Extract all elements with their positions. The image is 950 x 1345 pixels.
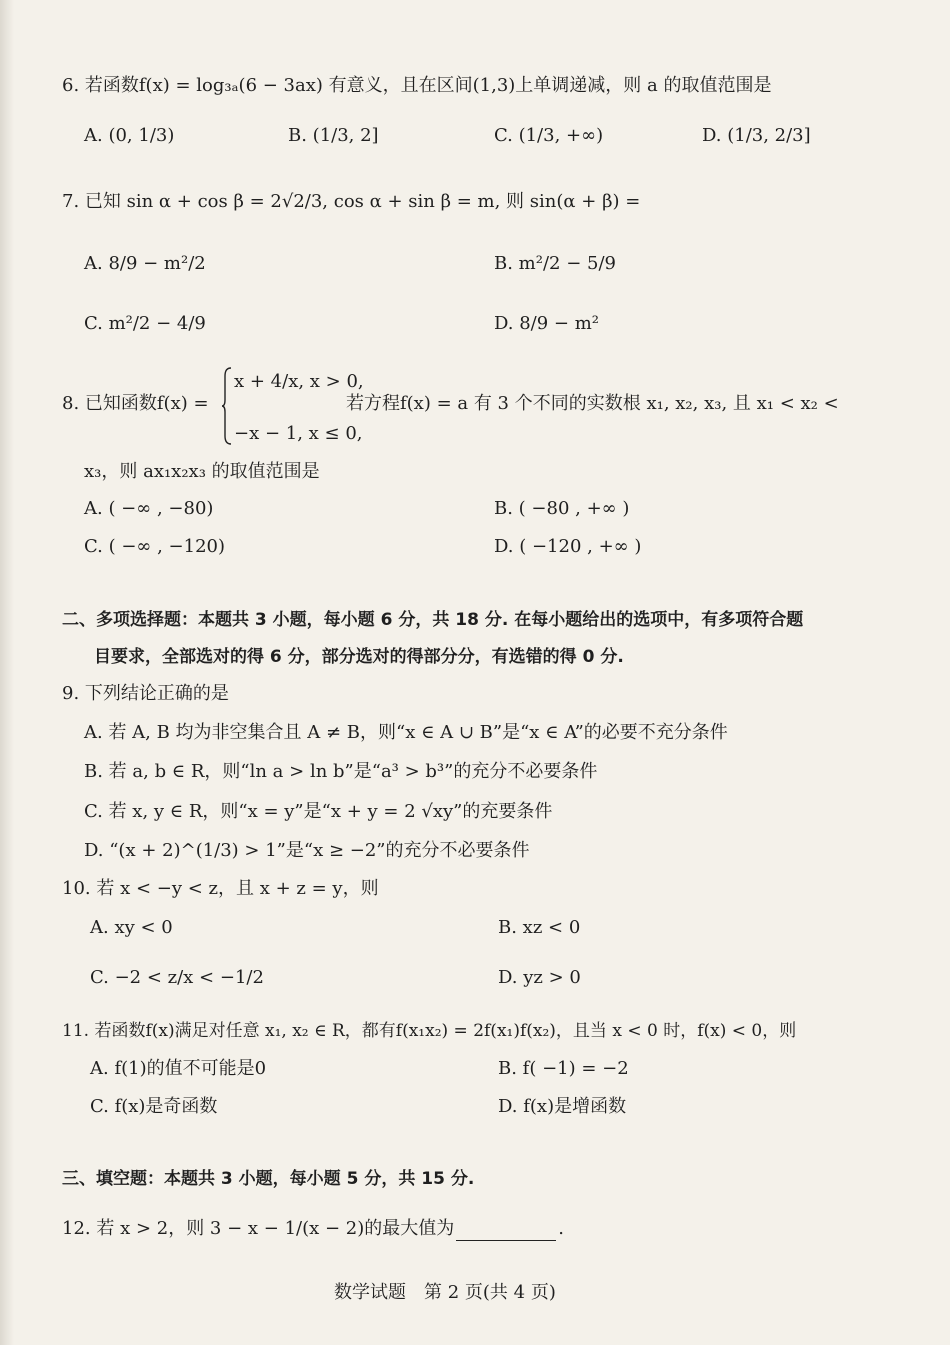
q7-option-d: D. 8/9 − m² [494,313,600,334]
question-12 [62,1217,564,1241]
question-9-stem: 9. 下列结论正确的是 [62,683,229,704]
q9-option-a: A. 若 A, B 均为非空集合且 A ≠ B，则“x ∈ A ∪ B”是“x ∈ A”的必要不充分条件 [84,722,728,743]
q8-option-d: D. ( −120 , +∞ ) [494,536,642,557]
q7-option-c: C. m²/2 − 4/9 [84,313,206,334]
piecewise-brace [222,366,232,446]
q7-option-a: A. 8/9 − m²/2 [84,253,206,274]
question-8-stem-rest: 若方程f(x) = a 有 3 个不同的实数根 x₁, x₂, x₃, 且 x₁ < x₂ < [346,393,839,414]
section-2-title: 二、多项选择题：本题共 3 小题，每小题 6 分，共 18 分. 在每小题给出的选项中，有多项符合题 [62,610,804,630]
section-3-title: 三、填空题：本题共 3 小题，每小题 5 分，共 15 分. [62,1169,475,1189]
question-12-stem: 12. 若 x > 2，则 3 − x − 1/(x − 2)的最大值为 [62,1218,455,1239]
answer-blank[interactable] [456,1222,556,1241]
q8-option-a: A. ( −∞ , −80) [84,498,214,519]
question-10-stem: 10. 若 x < −y < z，且 x + z = y，则 [62,878,379,899]
q6-option-b: B. (1/3, 2] [288,125,379,146]
q6-option-a: A. (0, 1/3) [84,125,175,146]
q6-option-c: C. (1/3, +∞) [494,125,604,146]
section-2-instructions: 目要求，全部选对的得 6 分，部分选对的得部分分，有选错的得 0 分. [94,647,624,667]
q10-option-c: C. −2 < z/x < −1/2 [90,967,264,988]
q9-option-d: D. “(x + 2)^(1/3) > 1”是“x ≥ −2”的充分不必要条件 [84,840,530,861]
q10-option-d: D. yz > 0 [498,967,581,988]
question-8-stem-cont: x₃，则 ax₁x₂x₃ 的取值范围是 [84,461,320,482]
scan-shadow [0,0,14,1345]
q9-option-b: B. 若 a, b ∈ R，则“ln a > ln b”是“a³ > b³”的充分不必要条件 [84,761,598,782]
q10-option-a: A. xy < 0 [90,917,173,938]
q6-option-d: D. (1/3, 2/3] [702,125,811,146]
question-11-stem: 11. 若函数f(x)满足对任意 x₁, x₂ ∈ R，都有f(x₁x₂) = 2f(x₁)f(x₂)，且当 x < 0 时，f(x) < 0，则 [62,1021,797,1041]
q11-option-a: A. f(1)的值不可能是0 [90,1058,267,1079]
question-7-stem: 7. 已知 sin α + cos β = 2√2/3, cos α + sin β = m, 则 sin(α + β) = [62,191,641,212]
question-8-func-prefix: 8. 已知函数f(x) = [62,393,209,414]
q7-option-b: B. m²/2 − 5/9 [494,253,616,274]
q9-option-c: C. 若 x, y ∈ R，则“x = y”是“x + y = 2 √xy”的充要条件 [84,801,553,822]
question-12-end: . [558,1218,564,1239]
q11-option-d: D. f(x)是增函数 [498,1096,627,1117]
q11-option-c: C. f(x)是奇函数 [90,1096,218,1117]
q11-option-b: B. f( −1) = −2 [498,1058,629,1079]
q10-option-b: B. xz < 0 [498,917,581,938]
q8-option-b: B. ( −80 , +∞ ) [494,498,630,519]
page-footer: 数学试题 第 2 页(共 4 页) [334,1282,556,1303]
q8-option-c: C. ( −∞ , −120) [84,536,226,557]
q8-case-positive: x + 4/x, x > 0, [234,371,364,392]
q8-case-nonpositive: −x − 1, x ≤ 0, [234,423,363,444]
question-6-stem: 6. 若函数f(x) = log₃ₐ(6 − 3ax) 有意义，且在区间(1,3)上单调递减，则 a 的取值范围是 [62,75,772,96]
